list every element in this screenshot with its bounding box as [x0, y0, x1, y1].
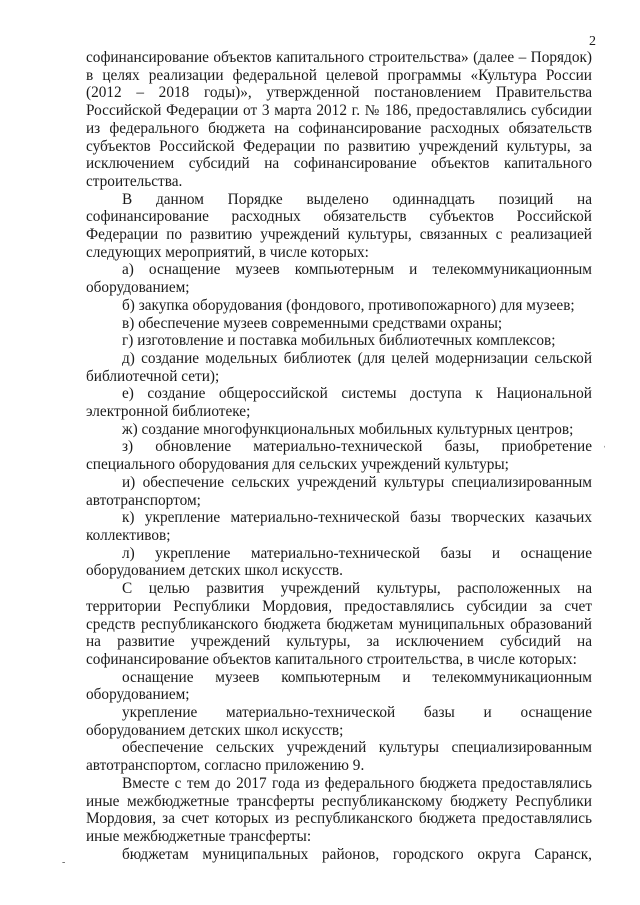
list-item-l: л) укрепление материально-технической базы и оснащение оборудованием детских школ искусств. [86, 544, 592, 580]
paragraph-procedure-positions: В данном Порядке выделено одиннадцать позиций на софинансирование расходных обязательств субъектов Российской Федерации по развитию учреждений культуры, связанных с реализацией следующих мероприятий, в числе которых: [86, 190, 592, 261]
scan-speck: ˈ [603, 445, 607, 456]
list-item-art-schools: укрепление материально-технической базы и оснащение оборудованием детских школ искусств; [86, 704, 592, 739]
list-item-museum-equipment: оснащение музеев компьютерным и телекоммуникационным оборудованием; [86, 668, 592, 704]
list-item-zh: ж) создание многофункциональных мобильных культурных центров; [122, 420, 574, 438]
list-item-d: д) создание модельных библиотек (для целей модернизации сельской библиотечной сети); [86, 349, 592, 385]
paragraph-federal-transfers: Вместе с тем до 2017 года из федерального бюджета предоставлялись иные межбюджетные трансферты республиканскому бюджету Республики Мордовия, за счет которых из республиканского бюджета предоставлялись иные межбюджетные трансферты: [86, 774, 592, 845]
document-body [86, 49, 592, 863]
paragraph-intro-continued: софинансирование объектов капитального строительства» (далее – Порядок) в целях реализации федеральной целевой программы «Культура России (2012 – 2018 годы)», утвержденной постановлением Правительства Российской Федерации от 3 марта 2012 г. № 186, предоставлялись субсидии из федерального бюджета на софинансирование расходных обязательств субъектов Российской Федерации по развитию учреждений культуры, за исключением субсидий на софинансирование объектов капитального строительства. [86, 49, 592, 190]
page-number: 2 [589, 34, 596, 49]
list-item-k: к) укрепление материально-технической базы творческих казачьих коллективов; [86, 509, 592, 544]
list-item-g: г) изготовление и поставка мобильных библиотечных комплексов; [122, 332, 556, 350]
paragraph-mordovia-subsidies: С целью развития учреждений культуры, расположенных на территории Республики Мордовия, предоставлялись субсидии за счет средств республиканского бюджета бюджетам муниципальных образований на развитие учреждений культуры, за исключением субсидий на софинансирование объектов капитального строительства, в числе которых: [86, 580, 592, 668]
paragraph-municipal-budgets: бюджетам муниципальных районов, городского округа Саранск, [122, 845, 592, 863]
list-item-e: е) создание общероссийской системы доступа к Национальной электронной библиотеке; [86, 385, 592, 421]
list-item-i: и) обеспечение сельских учреждений культуры специализированным автотранспортом; [86, 473, 592, 509]
list-item-v: в) обеспечение музеев современными средствами охраны; [122, 314, 503, 332]
scan-speck: - [62, 857, 66, 868]
list-item-b: б) закупка оборудования (фондового, противопожарного) для музеев; [122, 296, 575, 314]
list-item-z: з) обновление материально-технической базы, приобретение специального оборудования для сельских учреждений культуры; [86, 438, 592, 474]
list-item-a: а) оснащение музеев компьютерным и телекоммуникационным оборудованием; [86, 261, 592, 297]
list-item-rural-transport: обеспечение сельских учреждений культуры специализированным автотранспортом, согласно приложению 9. [86, 739, 592, 775]
